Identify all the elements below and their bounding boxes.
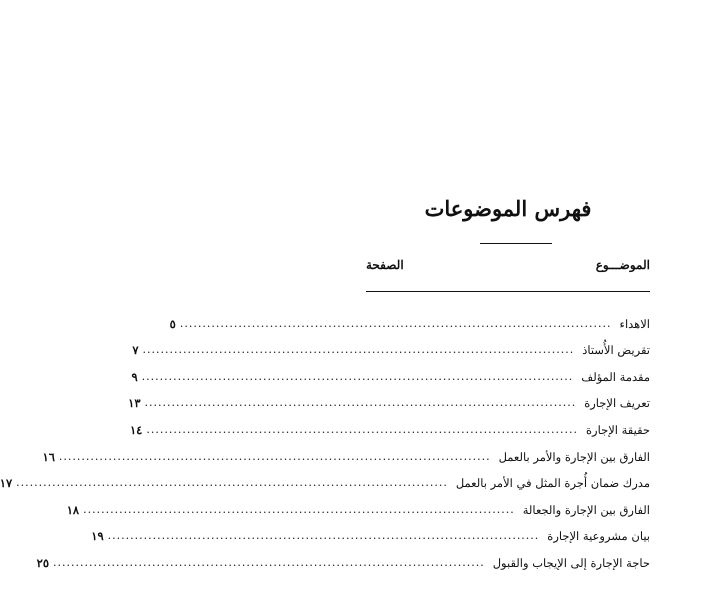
toc-entry-page: ١٤ bbox=[129, 422, 143, 437]
toc-entry bbox=[129, 410, 650, 437]
toc-entry-title: تقريض الأُستاذ bbox=[582, 343, 650, 358]
column-header bbox=[366, 258, 650, 278]
toc-entry-page: ١٩ bbox=[91, 529, 104, 544]
toc-entry bbox=[132, 331, 650, 358]
toc-entry-title: حاجة الإجارة إلى الإيجاب والقبول bbox=[492, 555, 650, 570]
toc-entry-title: بيان مشروعية الإجارة bbox=[547, 529, 650, 544]
toc-entry-title: مقدمة المؤلف bbox=[581, 369, 650, 384]
toc-entry-title: الفارق بين الإجارة والجعالة bbox=[522, 502, 650, 517]
toc-entry-title: تعريف الإجارة bbox=[584, 396, 650, 411]
toc-entry bbox=[128, 384, 650, 411]
page-column-label: الصفحة bbox=[366, 258, 404, 272]
subject-column-label: الموضـــوع bbox=[595, 258, 650, 272]
title-underline bbox=[480, 243, 552, 244]
header-divider bbox=[366, 291, 650, 292]
toc-entry bbox=[42, 437, 650, 464]
toc-entry-leader: ................................................................................................ bbox=[179, 316, 612, 330]
toc-entry bbox=[36, 543, 650, 570]
toc-entry bbox=[91, 517, 650, 544]
toc-entry-title: حقيقة الإجارة bbox=[586, 422, 650, 437]
toc-entry-leader: ................................................................................................ bbox=[144, 396, 577, 410]
toc-entry-page: ٥ bbox=[169, 316, 176, 331]
toc-entry-page: ٧ bbox=[132, 343, 139, 358]
toc-entry-leader: ................................................................................................ bbox=[83, 502, 515, 516]
toc-entry-title: مدرك ضمان أُجرة المثل في الأمر بالعمل bbox=[455, 476, 650, 491]
toc-entry-leader: ................................................................................................ bbox=[141, 369, 574, 383]
toc-entry-page: ١٣ bbox=[128, 396, 141, 411]
toc-entry-page: ١٧ bbox=[0, 476, 13, 491]
table-of-contents bbox=[0, 304, 650, 570]
page-title: فهرس الموضوعات bbox=[424, 196, 592, 221]
toc-entry-page: ٢٥ bbox=[36, 555, 50, 570]
toc-entry-page: ١٦ bbox=[42, 449, 55, 464]
toc-entry-leader: ................................................................................................ bbox=[16, 476, 448, 490]
toc-entry-page: ١٨ bbox=[66, 502, 80, 517]
toc-entry-title: الاهداء bbox=[619, 316, 650, 331]
toc-entry-leader: ................................................................................................ bbox=[107, 529, 540, 543]
toc-entry bbox=[66, 490, 650, 517]
toc-entry bbox=[131, 357, 650, 384]
toc-entry-leader: ................................................................................................ bbox=[58, 449, 491, 463]
toc-entry-title: الفارق بين الإجارة والأمر بالعمل bbox=[498, 449, 650, 464]
toc-entry-page: ٩ bbox=[131, 369, 138, 384]
toc-entry bbox=[169, 304, 650, 331]
toc-entry-leader: ................................................................................................ bbox=[53, 555, 485, 569]
toc-entry bbox=[0, 464, 650, 491]
toc-entry-leader: ................................................................................................ bbox=[146, 422, 579, 436]
toc-entry-leader: ................................................................................................ bbox=[142, 343, 575, 357]
